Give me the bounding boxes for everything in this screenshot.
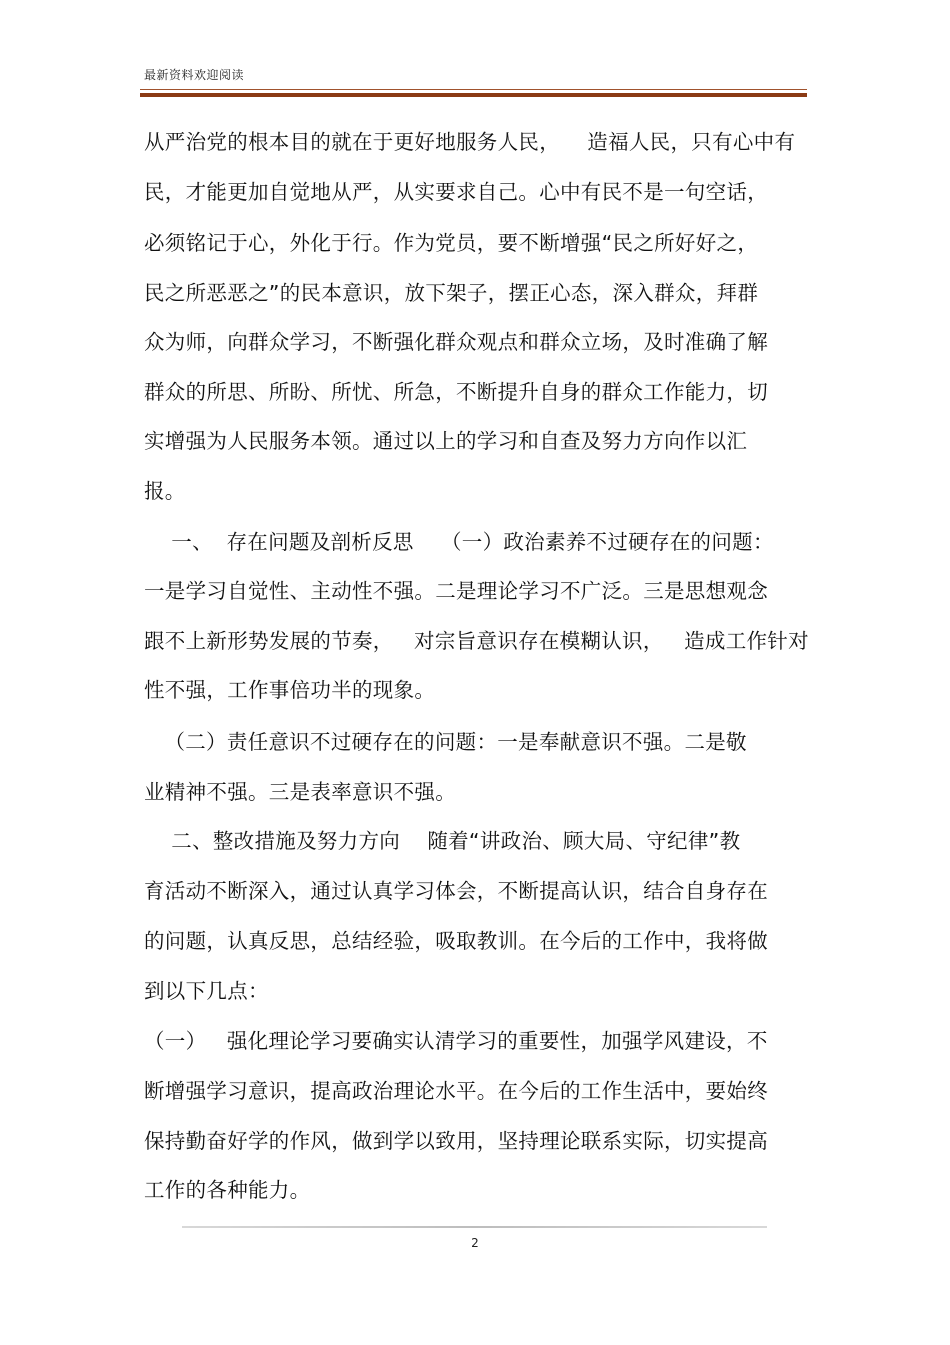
body-line: 保持勤奋好学的作风，做到学以致用，坚持理论联系实际，切实提高	[144, 1129, 768, 1153]
subsection-line: （一） 强化理论学习要确实认清学习的重要性，加强学风建设，不	[144, 1029, 768, 1053]
body-line: 报。	[144, 479, 186, 503]
body-line: 业精神不强。三是表率意识不强。	[144, 780, 456, 804]
section-heading-line: 一、 存在问题及剖析反思 （一）政治素养不过硬存在的问题：	[144, 530, 774, 554]
body-line: 民，才能更加自觉地从严，从实要求自己。心中有民不是一句空话，	[144, 180, 768, 204]
body-line: 的问题，认真反思，总结经验，吸取教训。在今后的工作中，我将做	[144, 929, 768, 953]
body-line: 性不强，工作事倍功半的现象。	[144, 678, 436, 702]
body-line: 必须铭记于心，外化于行。作为党员，要不断增强“民之所好好之，	[144, 231, 759, 255]
body-line: 育活动不断深入，通过认真学习体会，不断提高认识，结合自身存在	[144, 879, 768, 903]
body-line: 到以下几点：	[144, 979, 269, 1003]
footer-divider	[182, 1226, 767, 1228]
running-header: 最新资料欢迎阅读	[144, 68, 245, 82]
header-divider-thin	[140, 89, 807, 90]
body-line: 断增强学习意识，提高政治理论水平。在今后的工作生活中，要始终	[144, 1079, 768, 1103]
body-line: 众为师，向群众学习，不断强化群众观点和群众立场，及时准确了解	[144, 330, 768, 354]
body-line: 跟不上新形势发展的节奏， 对宗旨意识存在模糊认识， 造成工作针对	[144, 629, 809, 653]
body-line: 民之所恶恶之”的民本意识，放下架子，摆正心态，深入群众，拜群	[144, 281, 759, 305]
body-line: 一是学习自觉性、主动性不强。二是理论学习不广泛。三是思想观念	[144, 579, 768, 603]
body-line: 群众的所思、所盼、所忧、所急，不断提升自身的群众工作能力，切	[144, 380, 768, 404]
body-line: 工作的各种能力。	[144, 1178, 311, 1202]
page-number: 2	[471, 1236, 479, 1250]
body-line: 实增强为人民服务本领。通过以上的学习和自查及努力方向作以汇	[144, 429, 748, 453]
header-divider-thick	[140, 93, 807, 97]
body-line: （二）责任意识不过硬存在的问题：一是奉献意识不强。二是敬	[144, 730, 747, 754]
section-heading-line: 二、整改措施及努力方向 随着“讲政治、顾大局、守纪律”教	[144, 829, 741, 853]
body-line: 从严治党的根本目的就在于更好地服务人民， 造福人民，只有心中有	[144, 130, 796, 154]
